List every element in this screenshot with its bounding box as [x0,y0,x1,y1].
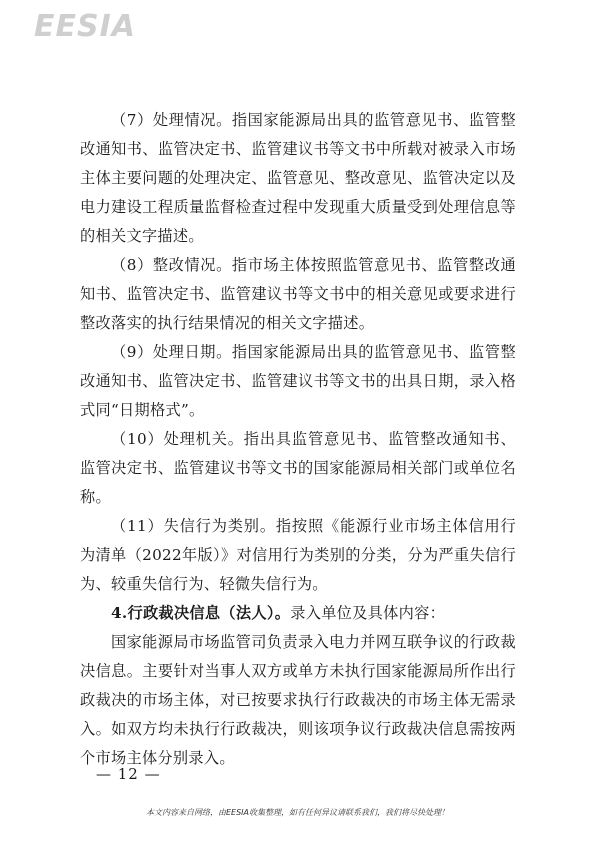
document-body [80,106,516,773]
paragraph-dishonesty-category: （11）失信行为类别。指按照《能源行业市场主体信用行为清单（2022年版）》对信用行为类别的分类，分为严重失信行为、较重失信行为、轻微失信行为。 [80,517,516,593]
paragraph-handling-status: （7）处理情况。指国家能源局出具的监管意见书、监管整改通知书、监管决定书、监管建议书等文书中所载对被录入市场主体主要问题的处理决定、监管意见、整改意见、监管决定以及电力建设工程质量监督检查过程中发现重大质量受到处理信息等的相关文字描述。 [80,111,516,245]
section-4-heading: 4.行政裁决信息（法人）。 [111,604,291,622]
section-4-heading-rest: 录入单位及具体内容： [290,604,446,622]
paragraph-rectification-status: （8）整改情况。指市场主体按照监管意见书、监管整改通知书、监管决定书、监管建议书等文书中的相关意见或要求进行整改落实的执行结果情况的相关文字描述。 [80,256,516,332]
section-4-body: 国家能源局市场监管司负责录入电力并网互联争议的行政裁决信息。主要针对当事人双方或单方未执行国家能源局所作出行政裁决的市场主体，对已按要求执行行政裁决的市场主体无需录入。如双方均未执行行政裁决，则该项争议行政裁决信息需按两个市场主体分别录入。 [80,633,516,767]
paragraph-handling-authority: （10）处理机关。指出具监管意见书、监管整改通知书、监管决定书、监管建议书等文书的国家能源局相关部门或单位名称。 [80,430,516,506]
paragraph-handling-date: （9）处理日期。指国家能源局出具的监管意见书、监管整改通知书、监管决定书、监管建议书等文书的出具日期，录入格式同“日期格式”。 [80,343,516,419]
page-number: — 12 — [96,765,161,783]
footer-disclaimer: 本文内容来自网络，由EESIA收集整理，如有任何异议请联系我们，我们将尽快处理！ [145,808,450,817]
eesia-logo: EESIA [34,9,136,44]
section-4-heading-line [80,599,516,628]
